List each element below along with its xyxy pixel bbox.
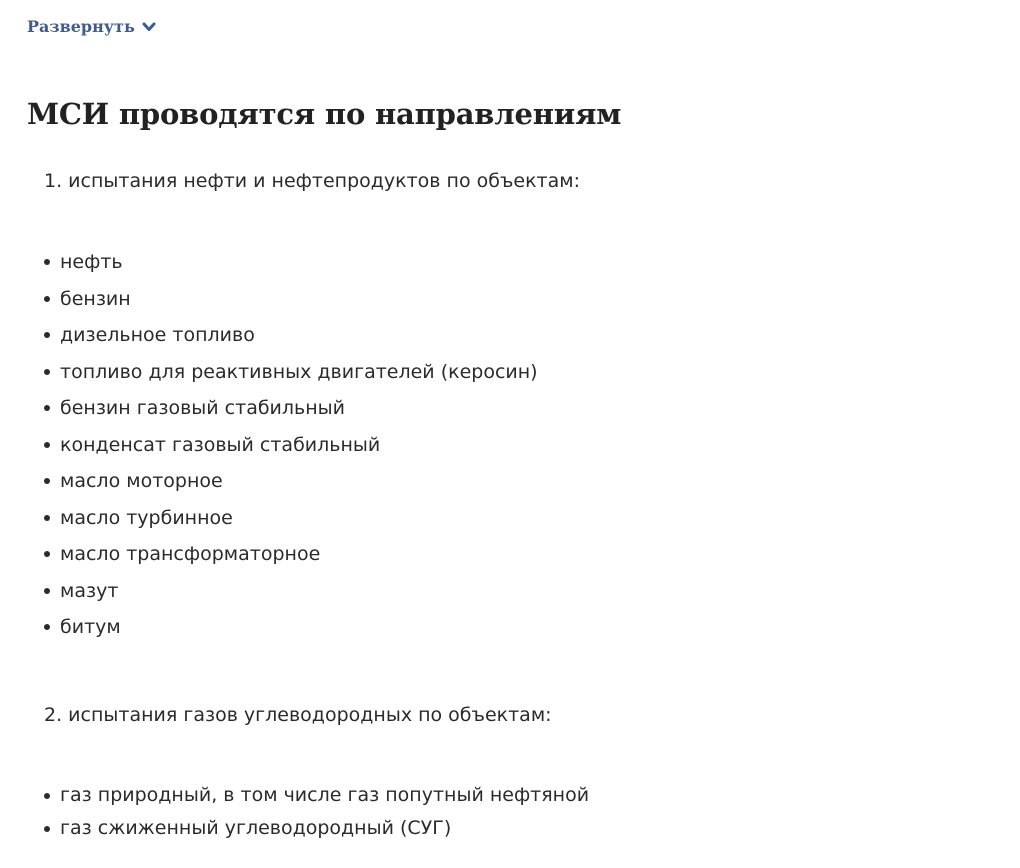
list-item xyxy=(44,573,538,610)
list-item-label: газ сжиженный углеводородный (СУГ) xyxy=(60,817,452,839)
chevron-down-icon xyxy=(142,21,156,33)
bullet-icon xyxy=(44,478,50,484)
list-item xyxy=(44,281,538,318)
section-1-title: 1. испытания нефти и нефтепродуктов по объектам: xyxy=(44,170,581,192)
bullet-icon xyxy=(44,296,50,302)
expand-link[interactable] xyxy=(27,16,156,38)
list-item xyxy=(44,317,538,354)
list-item-label: масло моторное xyxy=(60,470,223,492)
bullet-icon xyxy=(44,259,50,265)
bullet-icon xyxy=(44,826,50,832)
list-item-label: бензин xyxy=(60,287,131,310)
bullet-icon xyxy=(44,588,50,594)
list-item xyxy=(44,500,538,537)
list-item-label: нефть xyxy=(60,251,123,273)
list-item-label: масло турбинное xyxy=(60,506,233,529)
bullet-icon xyxy=(44,405,50,411)
bullet-icon xyxy=(44,551,50,557)
section-1-list xyxy=(44,244,538,646)
list-item xyxy=(44,779,589,812)
bullet-icon xyxy=(44,793,50,799)
bullet-icon xyxy=(44,332,50,338)
list-item-label: мазут xyxy=(60,579,119,602)
list-item-label: дизельное топливо xyxy=(60,324,255,346)
list-item xyxy=(44,609,538,646)
list-item xyxy=(44,536,538,573)
section-2-list xyxy=(44,779,589,845)
list-item xyxy=(44,244,538,281)
bullet-icon xyxy=(44,515,50,521)
bullet-icon xyxy=(44,442,50,448)
list-item-label: бензин газовый стабильный xyxy=(60,397,346,419)
bullet-icon xyxy=(44,369,50,375)
list-item xyxy=(44,812,589,845)
list-item-label: газ природный, в том числе газ попутный нефтяной xyxy=(60,784,590,806)
section-2-title: 2. испытания газов углеводородных по объектам: xyxy=(44,704,552,726)
list-item-label: масло трансформаторное xyxy=(60,543,321,565)
bullet-icon xyxy=(44,624,50,630)
list-item-label: конденсат газовый стабильный xyxy=(60,433,381,456)
section-heading: МСИ проводятся по направлениям xyxy=(27,97,622,131)
list-item xyxy=(44,463,538,500)
list-item-label: топливо для реактивных двигателей (керосин) xyxy=(60,360,538,383)
list-item xyxy=(44,390,538,427)
list-item xyxy=(44,427,538,464)
list-item-label: битум xyxy=(60,616,121,638)
list-item xyxy=(44,354,538,391)
expand-label: Развернуть xyxy=(27,17,135,36)
